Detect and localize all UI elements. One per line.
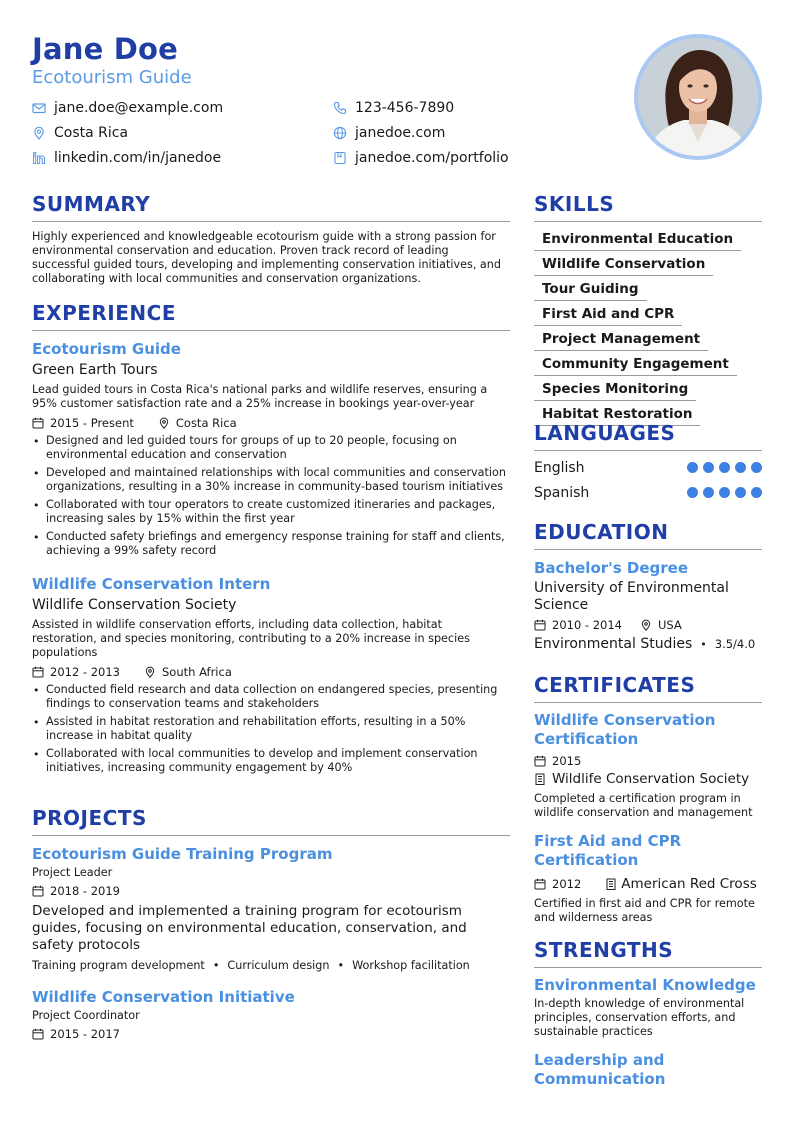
portfolio-text: janedoe.com/portfolio bbox=[355, 150, 509, 166]
project-role: Project Coordinator bbox=[32, 1009, 140, 1022]
phone-icon bbox=[333, 101, 347, 115]
language-level bbox=[682, 462, 762, 473]
job-location: South Africa bbox=[162, 665, 232, 679]
education-location: USA bbox=[658, 618, 682, 632]
project-dates: 2018 - 2019 bbox=[50, 884, 120, 898]
strength-entry bbox=[534, 976, 762, 1039]
location-pin-icon bbox=[640, 619, 652, 631]
education-school: University of Environmental Science bbox=[534, 580, 729, 613]
tag-separator: • bbox=[337, 959, 345, 972]
calendar-icon bbox=[32, 1028, 44, 1040]
profile-photo bbox=[634, 34, 762, 160]
resume-header bbox=[32, 32, 632, 166]
strength-description: In-depth knowledge of environmental principles, conservation efforts, and sustainable practices bbox=[534, 997, 745, 1038]
education-section bbox=[534, 520, 762, 652]
proficiency-dot bbox=[687, 487, 698, 498]
education-dates: 2010 - 2014 bbox=[552, 618, 622, 632]
project-entry bbox=[32, 844, 510, 973]
job-title: Wildlife Conservation Intern bbox=[32, 575, 271, 593]
job-meta bbox=[32, 415, 510, 431]
divider bbox=[32, 221, 510, 222]
certificate-issuer: American Red Cross bbox=[621, 876, 757, 892]
job-dates: 2015 - Present bbox=[50, 416, 134, 430]
certificate-entry bbox=[534, 711, 762, 820]
building-icon bbox=[605, 878, 617, 890]
language-row bbox=[534, 455, 762, 480]
education-degree: Bachelor's Degree bbox=[534, 559, 688, 577]
certificate-year: 2015 bbox=[552, 754, 582, 768]
job-description: Lead guided tours in Costa Rica's national parks and wildlife reserves, ensuring a 95% customer satisfaction rate and a 25% increase in bookings year-over-year bbox=[32, 383, 488, 410]
strength-title: Leadership and Communication bbox=[534, 1051, 666, 1088]
strengths-heading: STRENGTHS bbox=[534, 938, 674, 962]
location-pin-icon bbox=[144, 666, 156, 678]
project-tag: Workshop facilitation bbox=[352, 959, 470, 972]
contact-portfolio[interactable] bbox=[333, 149, 509, 167]
job-entry bbox=[32, 339, 510, 558]
strengths-section bbox=[534, 938, 762, 1089]
proficiency-dot bbox=[751, 462, 762, 473]
skill-tag: Environmental Education bbox=[534, 229, 741, 251]
project-tag: Curriculum design bbox=[227, 959, 330, 972]
skills-list bbox=[534, 228, 762, 428]
projects-section bbox=[32, 806, 510, 1042]
calendar-icon bbox=[534, 619, 546, 631]
divider bbox=[32, 835, 510, 836]
building-icon bbox=[534, 773, 546, 785]
skills-heading: SKILLS bbox=[534, 192, 615, 216]
divider bbox=[534, 702, 762, 703]
language-name: Spanish bbox=[534, 484, 590, 501]
certificate-issuer-row bbox=[534, 771, 762, 787]
proficiency-dot bbox=[703, 487, 714, 498]
project-description: Developed and implemented a training program for ecotourism guides, focusing on environmental education, conservation, and safety protocols bbox=[32, 903, 467, 953]
divider bbox=[32, 330, 510, 331]
location-pin-icon bbox=[158, 417, 170, 429]
contact-website[interactable] bbox=[333, 124, 445, 142]
job-bullet: • Designed and led guided tours for groups of up to 20 people, focusing on environmental education and conservation bbox=[32, 434, 510, 462]
summary-section bbox=[32, 192, 510, 286]
job-bullet: • Conducted safety briefings and emergency response training for staff and clients, achieving a 99% safety record bbox=[32, 530, 510, 558]
certificate-description: Completed a certification program in wildlife conservation and management bbox=[534, 792, 753, 819]
location-text: Costa Rica bbox=[54, 125, 129, 141]
education-meta bbox=[534, 617, 762, 633]
certificates-section bbox=[534, 673, 762, 925]
projects-heading: PROJECTS bbox=[32, 806, 147, 830]
location-pin-icon bbox=[32, 126, 46, 140]
divider bbox=[534, 221, 762, 222]
separator: • bbox=[700, 637, 707, 651]
skill-tag: Habitat Restoration bbox=[534, 404, 700, 426]
tag-separator: • bbox=[212, 959, 220, 972]
divider bbox=[534, 967, 762, 968]
certificate-year: 2012 bbox=[552, 877, 582, 891]
candidate-name: Jane Doe bbox=[32, 32, 179, 66]
certificate-title: Wildlife Conservation Certification bbox=[534, 711, 716, 748]
calendar-icon bbox=[32, 885, 44, 897]
project-meta bbox=[32, 1026, 510, 1042]
certificate-issuer: Wildlife Conservation Society bbox=[552, 771, 750, 787]
calendar-icon bbox=[32, 666, 44, 678]
summary-heading: SUMMARY bbox=[32, 192, 151, 216]
experience-section bbox=[32, 301, 510, 775]
linkedin-text: linkedin.com/in/janedoe bbox=[54, 150, 222, 166]
skill-tag: Species Monitoring bbox=[534, 379, 696, 401]
education-gpa: 3.5/4.0 bbox=[714, 637, 756, 651]
project-title: Ecotourism Guide Training Program bbox=[32, 845, 333, 863]
job-dates: 2012 - 2013 bbox=[50, 665, 120, 679]
proficiency-dot bbox=[735, 462, 746, 473]
calendar-icon bbox=[534, 878, 546, 890]
language-name: English bbox=[534, 459, 585, 476]
job-entry bbox=[32, 574, 510, 775]
email-text: jane.doe@example.com bbox=[54, 100, 224, 116]
certificate-entry bbox=[534, 832, 762, 925]
languages-heading: LANGUAGES bbox=[534, 421, 676, 445]
project-role: Project Leader bbox=[32, 866, 113, 879]
job-description: Assisted in wildlife conservation efforts, including data collection, habitat restoration, and species monitoring, contributing to a 20% increase in species populations bbox=[32, 618, 470, 659]
job-bullet: • Collaborated with local communities to develop and implement conservation initiatives, increasing community engagement by 40% bbox=[32, 747, 510, 775]
project-tag: Training program development bbox=[32, 959, 205, 972]
experience-heading: EXPERIENCE bbox=[32, 301, 176, 325]
job-location: Costa Rica bbox=[175, 416, 237, 430]
job-bullet: • Collaborated with tour operators to create customized itineraries and packages, increasing sales by 15% within the first year bbox=[32, 498, 510, 526]
globe-icon bbox=[333, 126, 347, 140]
skill-tag: Wildlife Conservation bbox=[534, 254, 713, 276]
language-level bbox=[682, 487, 762, 498]
certificate-description: Certified in first aid and CPR for remote and wilderness areas bbox=[534, 897, 755, 924]
job-meta bbox=[32, 664, 510, 680]
calendar-icon bbox=[32, 417, 44, 429]
skill-tag: First Aid and CPR bbox=[534, 304, 682, 326]
proficiency-dot bbox=[719, 462, 730, 473]
skill-tag: Project Management bbox=[534, 329, 708, 351]
proficiency-dot bbox=[735, 487, 746, 498]
certificate-title: First Aid and CPR Certification bbox=[534, 832, 682, 869]
contact-linkedin[interactable] bbox=[32, 149, 221, 167]
certificate-year-row bbox=[534, 876, 762, 892]
proficiency-dot bbox=[687, 462, 698, 473]
contact-email[interactable] bbox=[32, 99, 223, 117]
education-heading: EDUCATION bbox=[534, 520, 669, 544]
project-tags bbox=[32, 959, 510, 973]
phone-text: 123-456-7890 bbox=[355, 100, 455, 116]
certificate-year-row bbox=[534, 753, 762, 769]
contact-location bbox=[32, 124, 128, 142]
job-bullet: • Conducted field research and data collection on endangered species, presenting findings to conservation teams and stakeholders bbox=[32, 683, 510, 711]
website-text: janedoe.com bbox=[355, 125, 446, 141]
certificates-heading: CERTIFICATES bbox=[534, 673, 696, 697]
portfolio-icon bbox=[333, 151, 347, 165]
divider bbox=[534, 450, 762, 451]
project-title: Wildlife Conservation Initiative bbox=[32, 988, 295, 1006]
project-dates: 2015 - 2017 bbox=[50, 1027, 120, 1041]
language-row bbox=[534, 480, 762, 505]
calendar-icon bbox=[534, 755, 546, 767]
contact-phone[interactable] bbox=[333, 99, 454, 117]
proficiency-dot bbox=[751, 487, 762, 498]
skill-tag: Tour Guiding bbox=[534, 279, 647, 301]
skill-tag: Community Engagement bbox=[534, 354, 737, 376]
job-title: Ecotourism Guide bbox=[32, 340, 181, 358]
candidate-title: Ecotourism Guide bbox=[32, 67, 192, 88]
divider bbox=[534, 549, 762, 550]
job-bullet: • Developed and maintained relationships with local communities and conservation organizations, resulting in a 30% increase in community-based tourism initiatives bbox=[32, 466, 510, 494]
job-company: Green Earth Tours bbox=[32, 362, 158, 378]
skills-section bbox=[534, 192, 762, 428]
project-meta bbox=[32, 883, 510, 899]
proficiency-dot bbox=[703, 462, 714, 473]
project-entry bbox=[32, 987, 510, 1042]
education-field-row bbox=[534, 636, 762, 652]
job-company: Wildlife Conservation Society bbox=[32, 597, 237, 613]
proficiency-dot bbox=[719, 487, 730, 498]
linkedin-icon bbox=[32, 151, 46, 165]
summary-text: Highly experienced and knowledgeable ecotourism guide with a strong passion for environmental conservation and education. Proven track record of leading successful guided tours, developing and implementing conservation initiatives, and collaborating with local communities and conservation organizations. bbox=[32, 230, 501, 285]
languages-section bbox=[534, 421, 762, 505]
job-bullet: • Assisted in habitat restoration and rehabilitation efforts, resulting in a 50% increase in habitat quality bbox=[32, 715, 510, 743]
strength-title: Environmental Knowledge bbox=[534, 976, 756, 994]
education-field: Environmental Studies bbox=[534, 636, 693, 652]
strength-entry bbox=[534, 1051, 762, 1089]
email-icon bbox=[32, 101, 46, 115]
